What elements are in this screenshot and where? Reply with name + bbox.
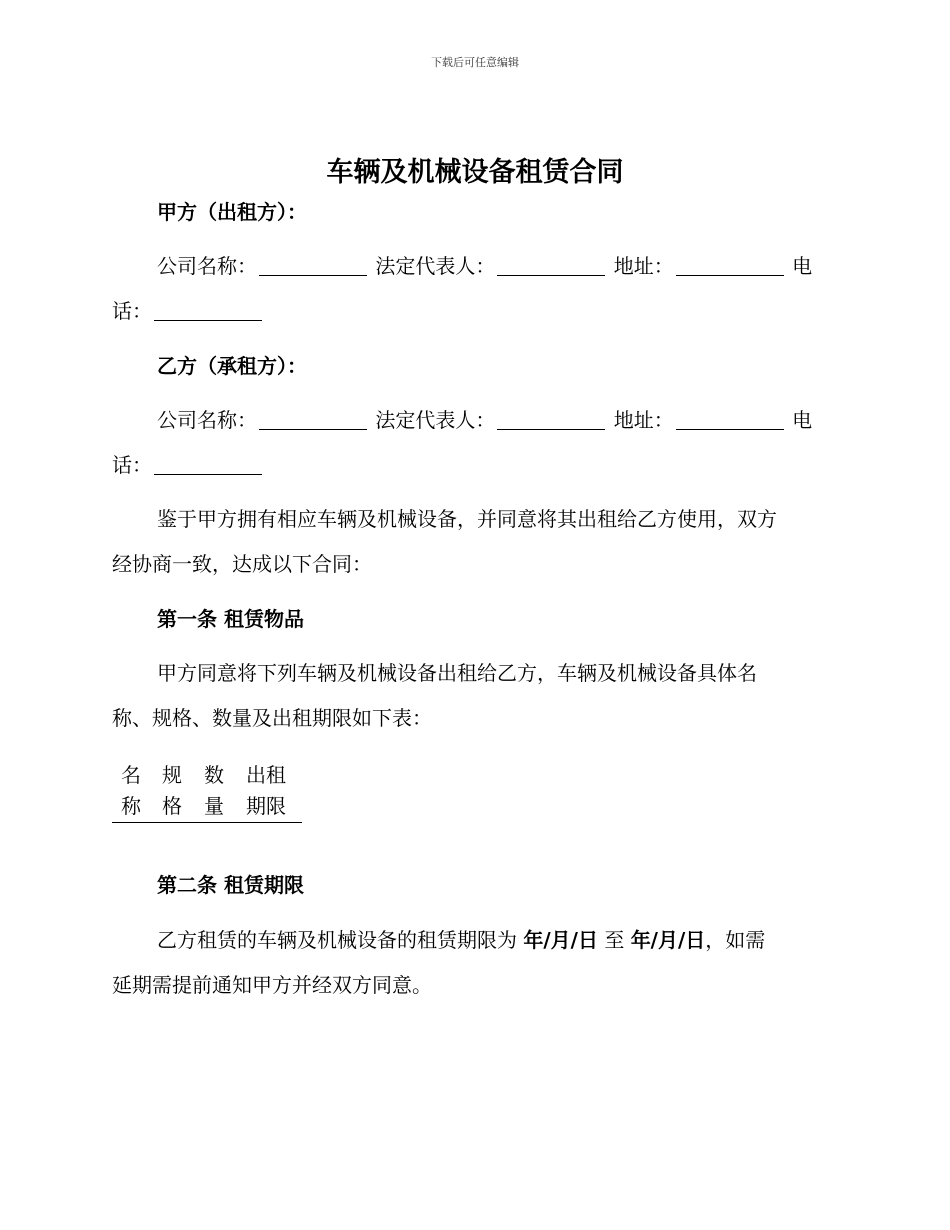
article-2-term-tail: ，如需	[705, 928, 766, 952]
article-1-heading: 第一条 租赁物品	[157, 607, 304, 631]
table-header-period: 出租 期限	[246, 763, 286, 818]
intro-line-2: 经协商一致，达成以下合同：	[112, 552, 372, 576]
rental-items-table	[112, 760, 302, 823]
document-title: 车辆及机械设备租赁合同	[326, 157, 624, 188]
party-a-phone-label-start: 电	[792, 254, 813, 278]
party-b-rep-label: 法定代表人：	[375, 408, 496, 432]
article-2-term-text: 乙方租赁的车辆及机械设备的租赁期限为	[157, 928, 517, 952]
party-b-rep-blank[interactable]	[497, 409, 605, 430]
to-word: 至	[604, 928, 625, 952]
party-a-rep-blank[interactable]	[497, 255, 605, 276]
party-a-address-blank[interactable]	[676, 255, 784, 276]
party-b-address-label: 地址：	[613, 408, 674, 432]
article-2-line-2: 延期需提前通知甲方并经双方同意。	[112, 973, 432, 997]
party-b-info-line	[157, 406, 877, 434]
party-b-phone-label-end: 话：	[112, 453, 152, 477]
party-a-rep-label: 法定代表人：	[375, 254, 496, 278]
party-a-phone-label-end: 话：	[112, 299, 152, 323]
table-header-spec: 规 格	[162, 763, 182, 818]
party-b-phone-label-start: 电	[792, 408, 813, 432]
intro-line-1: 鉴于甲方拥有相应车辆及机械设备，并同意将其出租给乙方使用，双方	[157, 507, 777, 531]
end-date-placeholder[interactable]: 年/月/日	[630, 928, 706, 952]
party-b-heading: 乙方（承租方）：	[157, 354, 307, 378]
party-a-address-label: 地址：	[613, 254, 674, 278]
header-note: 下载后可任意编辑	[431, 56, 519, 69]
table-header-quantity: 数 量	[204, 763, 224, 818]
table-header-name: 名 称	[121, 763, 141, 818]
start-date-placeholder[interactable]: 年/月/日	[523, 928, 598, 952]
article-1-line-2: 称、规格、数量及出租期限如下表：	[112, 706, 432, 730]
article-2-line-1	[157, 926, 877, 954]
party-b-phone-line	[112, 451, 832, 479]
party-a-phone-line	[112, 297, 832, 325]
party-b-company-label: 公司名称：	[157, 408, 257, 432]
party-a-company-label: 公司名称：	[157, 254, 257, 278]
party-b-address-blank[interactable]	[676, 409, 784, 430]
party-b-company-blank[interactable]	[259, 409, 367, 430]
article-2-heading: 第二条 租赁期限	[157, 873, 304, 897]
party-b-phone-blank[interactable]	[154, 454, 262, 475]
article-1-line-1: 甲方同意将下列车辆及机械设备出租给乙方，车辆及机械设备具体名	[157, 661, 757, 685]
party-a-heading: 甲方（出租方）：	[157, 200, 307, 224]
party-a-company-blank[interactable]	[259, 255, 367, 276]
party-a-phone-blank[interactable]	[154, 300, 262, 321]
party-a-info-line	[157, 252, 877, 280]
